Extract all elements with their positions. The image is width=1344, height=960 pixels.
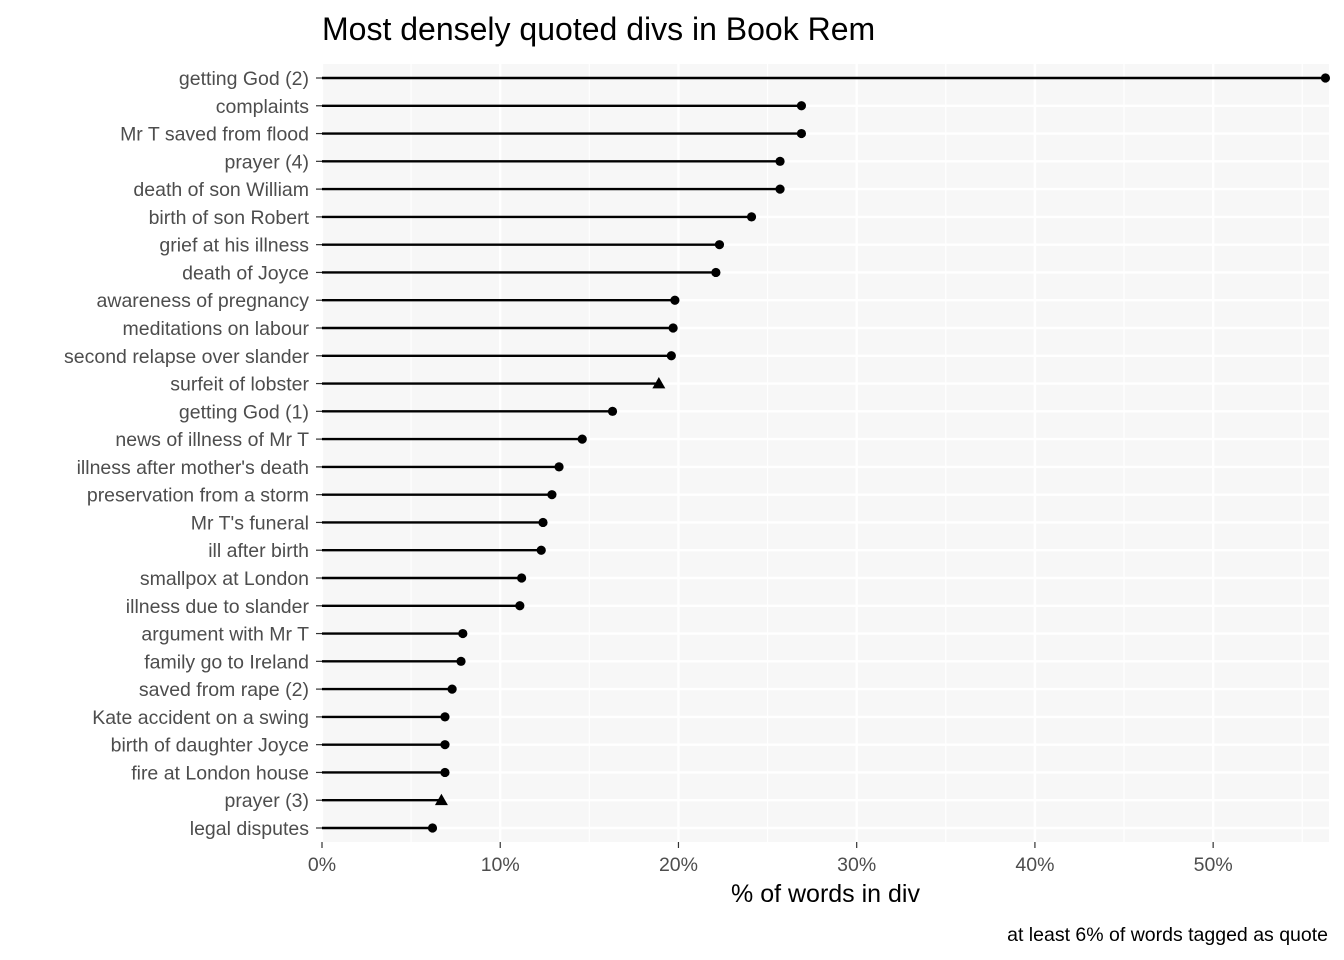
category-label: surfeit of lobster [170, 373, 309, 396]
category-label: prayer (4) [224, 151, 309, 174]
category-label: Mr T's funeral [190, 512, 309, 535]
circle-marker [715, 240, 724, 249]
x-tick-label: 50% [1193, 854, 1233, 876]
x-tick-label: 30% [837, 854, 877, 876]
circle-marker [440, 712, 449, 721]
category-label: birth of son Robert [148, 206, 309, 229]
circle-marker [608, 407, 617, 416]
circle-marker [538, 518, 547, 527]
circle-marker [797, 129, 806, 138]
category-label: getting God (1) [178, 401, 309, 424]
chart-title: Most densely quoted divs in Book Rem [322, 11, 876, 47]
x-tick-label: 20% [658, 854, 698, 876]
circle-marker [670, 296, 679, 305]
category-label: saved from rape (2) [138, 679, 309, 702]
category-label: illness due to slander [125, 595, 309, 618]
circle-marker [775, 157, 784, 166]
circle-marker [711, 268, 720, 277]
category-label: legal disputes [189, 818, 309, 840]
category-label: awareness of pregnancy [96, 290, 309, 313]
circle-marker [1321, 73, 1330, 82]
category-label: death of Joyce [182, 262, 309, 285]
category-label: meditations on labour [122, 318, 309, 340]
circle-marker [515, 601, 524, 610]
circle-marker [517, 573, 526, 582]
category-label: birth of daughter Joyce [110, 734, 309, 757]
category-label: fire at London house [131, 762, 309, 785]
x-tick-label: 40% [1015, 854, 1055, 876]
circle-marker [440, 768, 449, 777]
category-label: argument with Mr T [141, 623, 309, 646]
circle-marker [669, 323, 678, 332]
circle-marker [440, 740, 449, 749]
category-label: family go to Ireland [144, 651, 309, 674]
circle-marker [775, 185, 784, 194]
circle-marker [448, 685, 457, 694]
circle-marker [747, 212, 756, 221]
plot-panel [322, 64, 1329, 842]
circle-marker [667, 351, 676, 360]
category-label: ill after birth [208, 540, 309, 563]
x-axis-ticks [308, 842, 1233, 876]
category-label: news of illness of Mr T [115, 429, 309, 452]
y-axis-labels [64, 68, 322, 840]
category-label: smallpox at London [139, 568, 309, 590]
circle-marker [456, 657, 465, 666]
category-label: death of son William [133, 179, 309, 202]
category-label: grief at his illness [159, 234, 309, 257]
category-label: getting God (2) [178, 68, 309, 90]
circle-marker [458, 629, 467, 638]
x-tick-label: 10% [480, 854, 520, 876]
category-label: illness after mother's death [76, 456, 309, 479]
category-label: Kate accident on a swing [92, 706, 309, 729]
category-label: preservation from a storm [86, 484, 309, 507]
circle-marker [554, 462, 563, 471]
x-tick-label: 0% [307, 854, 337, 876]
circle-marker [547, 490, 556, 499]
category-label: complaints [215, 95, 309, 118]
category-label: prayer (3) [224, 790, 309, 813]
circle-marker [578, 435, 587, 444]
circle-marker [797, 101, 806, 110]
circle-marker [537, 546, 546, 555]
circle-marker [428, 823, 437, 832]
category-label: second relapse over slander [64, 345, 309, 368]
chart-caption: at least 6% of words tagged as quote [1007, 924, 1328, 946]
category-label: Mr T saved from flood [120, 123, 309, 146]
x-axis-title: % of words in div [731, 880, 920, 908]
